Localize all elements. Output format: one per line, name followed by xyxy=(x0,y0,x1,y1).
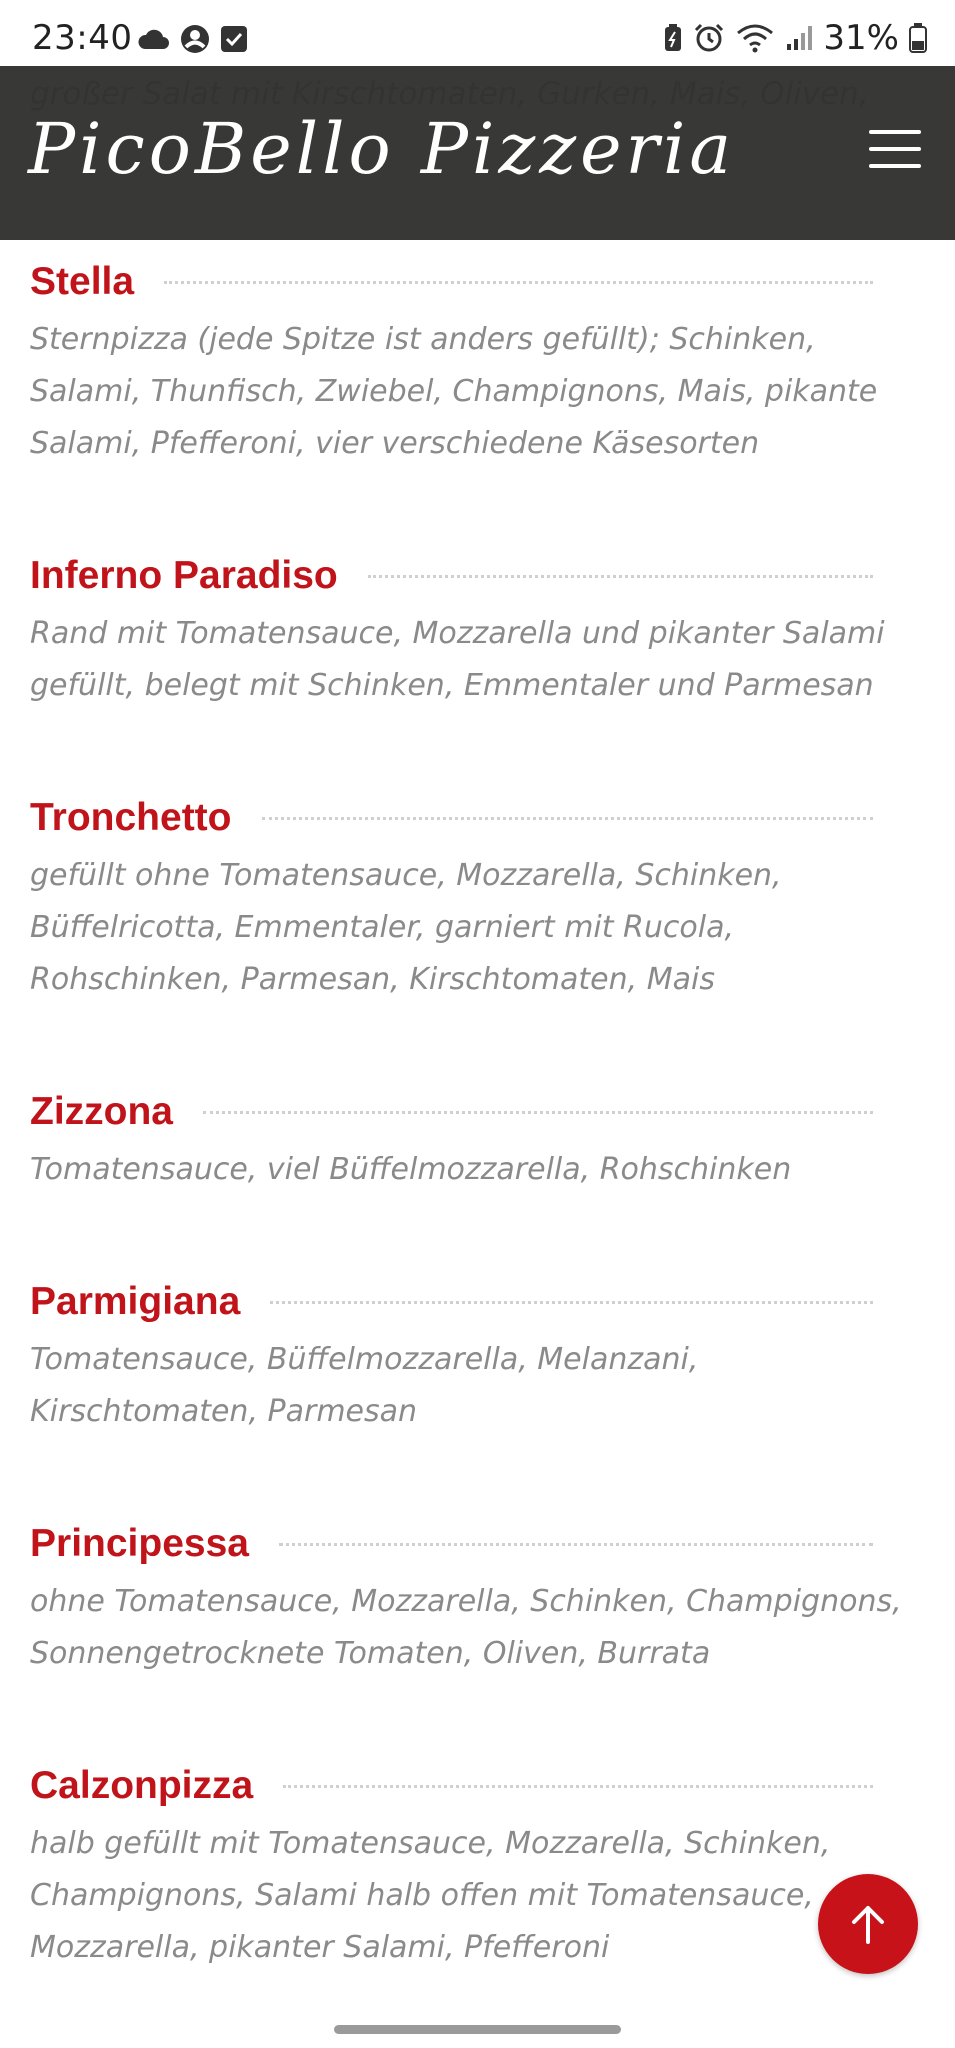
menu-item-description: Sternpizza (jede Spitze ist anders gefüllt); Schinken, Salami, Thunfisch, Zwiebel, Champignons, Mais, pikante Salami, Pfefferoni, vier verschiedene Käsesorten xyxy=(30,322,878,461)
menu-item-name: Tronchetto xyxy=(30,796,232,839)
menu-item xyxy=(30,250,930,470)
menu-item xyxy=(30,544,930,712)
dotted-leader xyxy=(262,817,874,820)
menu-item-name: Zizzona xyxy=(30,1090,173,1133)
menu-item-name: Stella xyxy=(30,260,135,303)
menu-item-description: Rand mit Tomatensauce, Mozzarella und pikanter Salami gefüllt, belegt mit Schinken, Emmentaler und Parmesan xyxy=(30,616,885,703)
signal-icon xyxy=(785,24,813,52)
menu-item xyxy=(30,1270,930,1438)
dotted-leader xyxy=(203,1111,873,1114)
dotted-leader xyxy=(270,1301,873,1304)
menu-item xyxy=(30,1080,930,1196)
menu-item xyxy=(30,1512,930,1680)
site-header xyxy=(0,66,955,240)
menu-item-description: gefüllt ohne Tomatensauce, Mozzarella, Schinken, Büffelricotta, Emmentaler, garniert mit Rucola, Rohschinken, Parmesan, Kirschtomaten, Mais xyxy=(30,858,782,997)
arrow-up-icon xyxy=(846,1902,890,1946)
dotted-leader xyxy=(368,575,873,578)
dotted-leader xyxy=(164,281,873,284)
menu-item-description: halb gefüllt mit Tomatensauce, Mozzarella, Schinken, Champignons, Salami halb offen mit Tomatensauce, Mozzarella, pikanter Salami, Pfefferoni xyxy=(30,1826,831,1965)
battery-saver-icon xyxy=(663,23,683,53)
alarm-icon xyxy=(693,22,725,54)
cloud-icon xyxy=(136,27,170,51)
site-logo[interactable]: PicoBello Pizzeria xyxy=(28,108,736,190)
menu-item-description: Tomatensauce, Büffelmozzarella, Melanzani, Kirschtomaten, Parmesan xyxy=(30,1342,699,1429)
checkbox-icon xyxy=(220,25,248,53)
menu-item xyxy=(30,786,930,1006)
account-circle-icon xyxy=(180,24,210,54)
back-to-top-button[interactable] xyxy=(818,1874,918,1974)
battery-percent: 31% xyxy=(823,18,899,58)
menu-item xyxy=(30,1754,930,1974)
pizza-menu-list xyxy=(30,250,930,2048)
menu-item-name: Calzonpizza xyxy=(30,1764,254,1807)
gesture-nav-bar[interactable] xyxy=(334,2025,621,2034)
wifi-icon xyxy=(735,23,775,53)
dotted-leader xyxy=(283,1785,873,1788)
battery-icon xyxy=(909,23,927,53)
menu-item-name: Principessa xyxy=(30,1522,249,1565)
status-right xyxy=(663,18,927,58)
hamburger-menu-icon[interactable] xyxy=(869,126,921,172)
status-left-icons xyxy=(136,24,248,54)
status-time: 23:40 xyxy=(32,18,133,58)
menu-item-name: Inferno Paradiso xyxy=(30,554,338,597)
dotted-leader xyxy=(279,1543,873,1546)
menu-item-description: Tomatensauce, viel Büffelmozzarella, Rohschinken xyxy=(30,1152,792,1187)
menu-item-name: Parmigiana xyxy=(30,1280,241,1323)
status-bar xyxy=(0,0,955,66)
menu-item-description: ohne Tomatensauce, Mozzarella, Schinken, Champignons, Sonnengetrocknete Tomaten, Oliven, Burrata xyxy=(30,1584,902,1671)
